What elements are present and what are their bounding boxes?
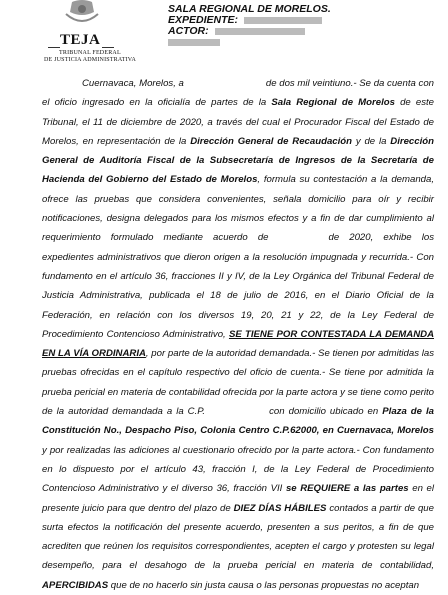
direccion-text: Dirección General de Recaudación	[190, 135, 353, 147]
tribunal-line-2: DE JUSTICIA ADMINISTRATIVA	[44, 57, 137, 63]
text-span: , formula su contestación a la demanda, ofrece las pruebas que considera convenientes, señala domicilio para oír y recibir notificaciones, designa delegados para los mismos efectos y a fin de dar cumplimiento al requerimiento formulado mediante acuerdo de	[42, 174, 434, 244]
expediente-label: EXPEDIENTE:	[168, 14, 239, 26]
logo-teja: TEJA	[60, 32, 101, 48]
plaza-text: Plaza de la Constitución No.	[42, 406, 434, 437]
redacted-block	[168, 39, 220, 46]
apercibidas-text: APERCIBIDAS	[42, 579, 109, 591]
diez-dias-text: DIEZ DÍAS HÁBILES	[233, 502, 327, 514]
text-span: y por realizadas las adiciones al cuestionario ofrecido por la parte actora.- Con fundamento en lo dispuesto por el artículo 43, fracción I, de la Ley Federal de Procedimiento Contencioso Administrativo y el diverso 36, fracción VII	[42, 444, 434, 495]
text-span: de este Tribunal, el 11 de diciembre de 2020, a través del cual el Procurador Fiscal del Estado de Morelos, en representación de la	[42, 97, 434, 147]
sala-regional-text: Sala Regional de Morelos	[271, 97, 395, 109]
text-span: que de no hacerlo sin justa causa o las personas propuestas no aceptan	[110, 579, 420, 591]
body-paragraph	[42, 74, 434, 595]
coat-of-arms-icon	[52, 0, 112, 30]
se-tiene-text: SE TIENE POR CONTESTADA LA DEMANDA EN LA VÍA ORDINARIA	[42, 328, 435, 360]
tribunal-line-1: TRIBUNAL FEDERAL	[59, 50, 121, 56]
document-header	[0, 0, 448, 68]
text-span: de dos mil veintiuno.- Se da cuenta con el oficio ingresado en la oficialía de partes de la	[42, 78, 434, 109]
actor-row	[168, 26, 331, 37]
text-span: en el presente juicio para que dentro del plazo de	[42, 483, 434, 514]
redacted-row	[168, 37, 331, 48]
divider-right	[102, 47, 114, 48]
text-span: de 2020, exhibe los expedientes administrativos que dieron origen a la resolución impugnada y recurrida.- Con fundamento en el artículo 36, fracciones II y IV, de la Ley Orgánica del Tribunal Federal de Justicia Administrativa, publicada el 18 de julio de 2016, en el Diario Oficial de la Federación, en relación con los diversos 19, 20, 21 y 22, de la Ley Federal de Procedimiento Contencioso Administrativo,	[42, 232, 434, 340]
divider-left	[48, 47, 60, 48]
text-span: contados a partir de que surta efectos la notificación del presente acuerdo, presenten a sus peritos, a fin de que acrediten que reúnen los requisitos correspondientes, acepten el cargo y protesten su legal desempeño, para el desahogo de la prueba pericial en materia de contabilidad,	[42, 502, 434, 572]
text-span: y de la	[355, 135, 387, 147]
direccion2-text: Dirección General de Auditoría Fiscal de la Subsecretaría de Ingresos de la Secretaría de Hacienda del Gobierno del Estado de Morelos	[42, 135, 434, 186]
text-span: , por parte de la autoridad demandada.- Se tienen por admitidas las pruebas ofrecidas en el capítulo respectivo del oficio de cuenta.- Se tiene por admitida la prueba pericial en materia de contabilidad ofrecida por la parte actora y se tiene como perito de la autoridad demandada a la C.P.	[42, 348, 434, 418]
redacted-block	[244, 17, 322, 24]
case-info	[168, 4, 331, 48]
se-requiere-text: se REQUIERE a las partes	[285, 483, 409, 495]
redacted-block	[215, 28, 305, 35]
date-text: Cuernavaca, Morelos, a	[82, 78, 184, 89]
actor-label: ACTOR:	[168, 25, 209, 37]
sala-label: SALA REGIONAL DE MORELOS.	[168, 3, 331, 15]
despacho-text: , Despacho	[119, 425, 171, 437]
document-body	[42, 74, 434, 595]
piso-text: Piso, Colonia Centro C.P.62000, en Cuernavaca, Morelos	[174, 425, 435, 437]
text-span: con domicilio ubicado en	[269, 406, 379, 418]
